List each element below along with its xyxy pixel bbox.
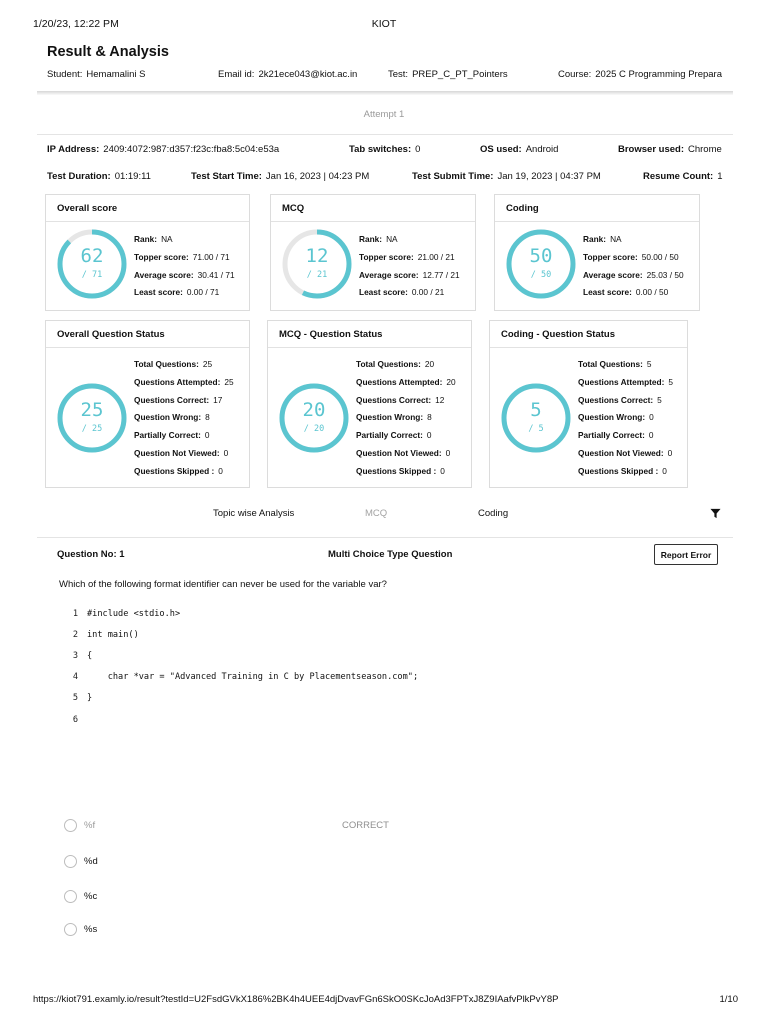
not-viewed-label: Question Not Viewed: [356,447,442,458]
test-label: Test: [388,69,409,80]
correct-row [356,392,456,410]
duration-label: Test Duration: [47,171,111,182]
average-row [359,267,460,285]
status-value: 20 [302,399,326,421]
score-value: 50 [529,245,553,267]
partial-label: Partially Correct: [578,430,645,441]
os-value: Android [525,144,559,155]
score-ring [281,228,353,300]
overall-question-status-card [45,320,250,488]
least-row [359,284,460,302]
attempted-value: 25 [224,376,234,387]
topic-tabs [0,508,768,522]
code-text: { [87,650,93,661]
code-text: #include <stdio.h> [87,608,181,619]
skipped-value: 0 [218,465,223,476]
os-used [480,144,558,155]
page-number: 1/10 [719,994,738,1005]
attempted-label: Questions Attempted: [356,376,443,387]
attempted-row [578,374,673,392]
ip-label: IP Address: [47,144,100,155]
test-submit-time [412,171,601,182]
total-label: Total Questions: [356,359,421,369]
overall-score-card [45,194,250,311]
topper-label: Topper score: [359,251,414,262]
student-name: Hemamalini S [86,69,146,80]
partial-label: Partially Correct: [356,430,423,441]
option-label: %d [84,856,98,867]
rank-row [583,231,684,249]
wrong-value: 0 [649,412,654,423]
topper-row [134,249,235,267]
rank-label: Rank: [134,234,158,244]
submit-value: Jan 19, 2023 | 04:37 PM [497,171,601,182]
score-stats [359,231,460,302]
start-label: Test Start Time: [191,171,262,182]
average-label: Average score: [583,269,643,280]
code-line [64,651,418,662]
divider [37,537,733,538]
total-row [578,356,673,374]
score-max: / 21 [306,270,328,280]
total-row [134,356,234,374]
correct-tag: CORRECT [342,820,389,831]
average-value: 30.41 / 71 [197,269,235,280]
wrong-row [578,409,673,427]
skipped-label: Questions Skipped : [356,465,437,476]
not-viewed-label: Question Not Viewed: [134,447,220,458]
topper-row [583,249,684,267]
card-divider [490,347,687,348]
print-datetime: 1/20/23, 12:22 PM [33,18,119,30]
header-shadow-divider [37,91,733,95]
card-divider [271,221,475,222]
code-text: char *var = "Advanced Training in C by Placementseason.com"; [87,672,419,683]
test-start-time [191,171,369,182]
topper-value: 71.00 / 71 [192,251,230,262]
correct-row [134,392,234,410]
line-number: 4 [72,672,78,683]
rank-label: Rank: [583,234,607,244]
question-header [57,548,728,564]
skipped-row [356,463,456,481]
not-viewed-label: Question Not Viewed: [578,447,664,458]
test-value: PREP_C_PT_Pointers [412,69,508,80]
card-divider [46,347,249,348]
report-error-button[interactable]: Report Error [654,544,718,565]
score-value: 62 [80,245,104,267]
average-label: Average score: [134,269,194,280]
score-ring [505,228,577,300]
option-label: %f [84,820,96,831]
ip-address [47,144,279,155]
total-value: 5 [646,359,652,369]
correct-value: 5 [657,394,662,405]
filter-icon[interactable] [710,508,721,519]
line-number: 5 [72,693,78,704]
score-max: / 71 [81,270,103,280]
line-number: 1 [72,608,78,619]
rank-value: NA [610,234,622,244]
tab-switches [349,144,420,155]
test-info-row [47,69,728,83]
resume-value: 1 [717,171,723,182]
course-info [558,69,722,80]
partial-value: 0 [648,430,654,441]
test-info [388,69,508,80]
skipped-label: Questions Skipped : [578,465,659,476]
rank-row [359,231,460,249]
card-title: Overall score [57,203,118,214]
skipped-row [578,463,673,481]
least-value: 0.00 / 71 [186,287,220,298]
total-label: Total Questions: [134,359,199,369]
status-stats [356,356,456,481]
wrong-label: Question Wrong: [578,412,646,423]
wrong-value: 8 [205,412,210,423]
card-divider [495,221,699,222]
status-max: / 25 [81,424,103,434]
rank-row [134,231,235,249]
least-label: Least score: [134,287,183,298]
not-viewed-value: 0 [223,447,229,458]
least-value: 0.00 / 21 [411,287,445,298]
least-label: Least score: [359,287,408,298]
radio-button[interactable] [64,890,77,903]
topper-label: Topper score: [134,251,189,262]
partial-row [578,427,673,445]
status-max: / 5 [528,424,544,434]
browser-value: Chrome [688,144,722,155]
attempted-value: 5 [668,376,673,387]
resume-label: Resume Count: [643,171,714,182]
code-text: int main() [87,629,139,640]
duration-value: 01:19:11 [114,171,151,182]
rank-value: NA [161,234,173,244]
line-number: 3 [72,650,78,661]
correct-label: Questions Correct: [356,394,432,405]
ip-value: 2409:4072:987:d357:f23c:fba8:5c04:e53a [103,144,280,155]
not-viewed-row [134,445,234,463]
card-title: MCQ - Question Status [279,329,383,340]
student-label: Student: [47,69,83,80]
rank-label: Rank: [359,234,383,244]
student-info [47,69,146,80]
attempt-selector[interactable]: Attempt 1 [363,109,405,120]
topper-value: 50.00 / 50 [641,251,679,262]
status-ring [500,382,572,454]
browser-label: Browser used: [618,144,684,155]
average-value: 25.03 / 50 [646,269,684,280]
not-viewed-row [578,445,673,463]
radio-button[interactable] [64,855,77,868]
card-title: Overall Question Status [57,329,165,340]
correct-label: Questions Correct: [578,394,654,405]
topper-row [359,249,460,267]
card-divider [46,221,249,222]
code-line [64,630,418,641]
submit-label: Test Submit Time: [412,171,494,182]
not-viewed-row [356,445,456,463]
least-row [583,284,684,302]
card-title: Coding - Question Status [501,329,615,340]
tab-topic-wise-analysis[interactable]: Topic wise Analysis [213,508,295,519]
attempted-label: Questions Attempted: [578,376,665,387]
line-number: 2 [72,629,78,640]
skipped-label: Questions Skipped : [134,465,215,476]
wrong-label: Question Wrong: [356,412,424,423]
attempted-value: 20 [446,376,456,387]
total-value: 20 [424,359,435,369]
partial-row [356,427,456,445]
code-block [64,598,418,736]
email-label: Email id: [218,69,255,80]
average-value: 12.77 / 21 [422,269,460,280]
coding-question-status-card [489,320,688,488]
score-max: / 50 [530,270,552,280]
question-number: Question No: 1 [57,549,125,560]
option-label: %c [84,891,98,902]
correct-row [578,392,673,410]
attempted-label: Questions Attempted: [134,376,221,387]
average-label: Average score: [359,269,419,280]
card-title: MCQ [282,203,305,214]
tab-switches-value: 0 [415,144,421,155]
topper-label: Topper score: [583,251,638,262]
tab-coding[interactable]: Coding [478,508,509,519]
course-label: Course: [558,69,592,80]
option-label: %s [84,924,98,935]
line-number: 6 [72,714,78,725]
wrong-row [134,409,234,427]
partial-label: Partially Correct: [134,430,201,441]
least-label: Least score: [583,287,632,298]
code-line [64,609,418,620]
mcq-question-status-card [267,320,472,488]
tab-switches-label: Tab switches: [349,144,412,155]
code-text: } [87,693,93,704]
tab-mcq[interactable]: MCQ [365,508,388,519]
radio-button[interactable] [64,819,77,832]
status-ring [56,382,128,454]
status-value: 25 [80,399,104,421]
card-title: Coding [506,203,539,214]
status-ring [278,382,350,454]
radio-button[interactable] [64,923,77,936]
least-row [134,284,235,302]
status-stats [134,356,234,481]
attempted-row [356,374,456,392]
not-viewed-value: 0 [667,447,673,458]
mcq-score-card [270,194,476,311]
skipped-value: 0 [440,465,445,476]
email-value: 2k21ece043@kiot.ac.in [258,69,358,80]
average-row [134,267,235,285]
start-value: Jan 16, 2023 | 04:23 PM [265,171,370,182]
correct-label: Questions Correct: [134,394,210,405]
correct-value: 12 [435,394,445,405]
score-stats [583,231,684,302]
partial-value: 0 [426,430,432,441]
average-row [583,267,684,285]
code-line [64,693,418,704]
code-line [64,715,418,726]
rank-value: NA [386,234,398,244]
status-stats [578,356,673,481]
code-line [64,672,418,683]
card-divider [268,347,471,348]
course-value: 2025 C Programming Prepara [595,69,722,80]
print-header [33,18,735,32]
score-ring [56,228,128,300]
coding-score-card [494,194,700,311]
test-duration [47,171,151,182]
question-type: Multi Choice Type Question [328,549,453,560]
partial-row [134,427,234,445]
total-row [356,356,456,374]
partial-value: 0 [204,430,210,441]
score-stats [134,231,235,302]
least-value: 0.00 / 50 [635,287,669,298]
skipped-row [134,463,234,481]
page-title: Result & Analysis [47,44,169,60]
email-info [218,69,357,80]
page-url: https://kiot791.examly.io/result?testId=U2FsdGVkX186%2BK4h4UEE4djDvavFGn6SkO0SKcJoAd3FPTxJ8Z9IAafvPlkPvY8P [33,994,559,1005]
total-label: Total Questions: [578,359,643,369]
wrong-value: 8 [427,412,432,423]
browser-used [618,144,722,155]
attempted-row [134,374,234,392]
topper-value: 21.00 / 21 [417,251,455,262]
resume-count [643,171,723,182]
correct-value: 17 [213,394,223,405]
wrong-label: Question Wrong: [134,412,202,423]
status-value: 5 [530,399,542,421]
question-text: Which of the following format identifier can never be used for the variable var? [59,579,387,590]
divider [37,134,733,135]
not-viewed-value: 0 [445,447,451,458]
status-max: / 20 [303,424,325,434]
print-site-title: KIOT [371,18,397,30]
skipped-value: 0 [662,465,667,476]
wrong-row [356,409,456,427]
os-label: OS used: [480,144,522,155]
score-value: 12 [305,245,329,267]
total-value: 25 [202,359,213,369]
